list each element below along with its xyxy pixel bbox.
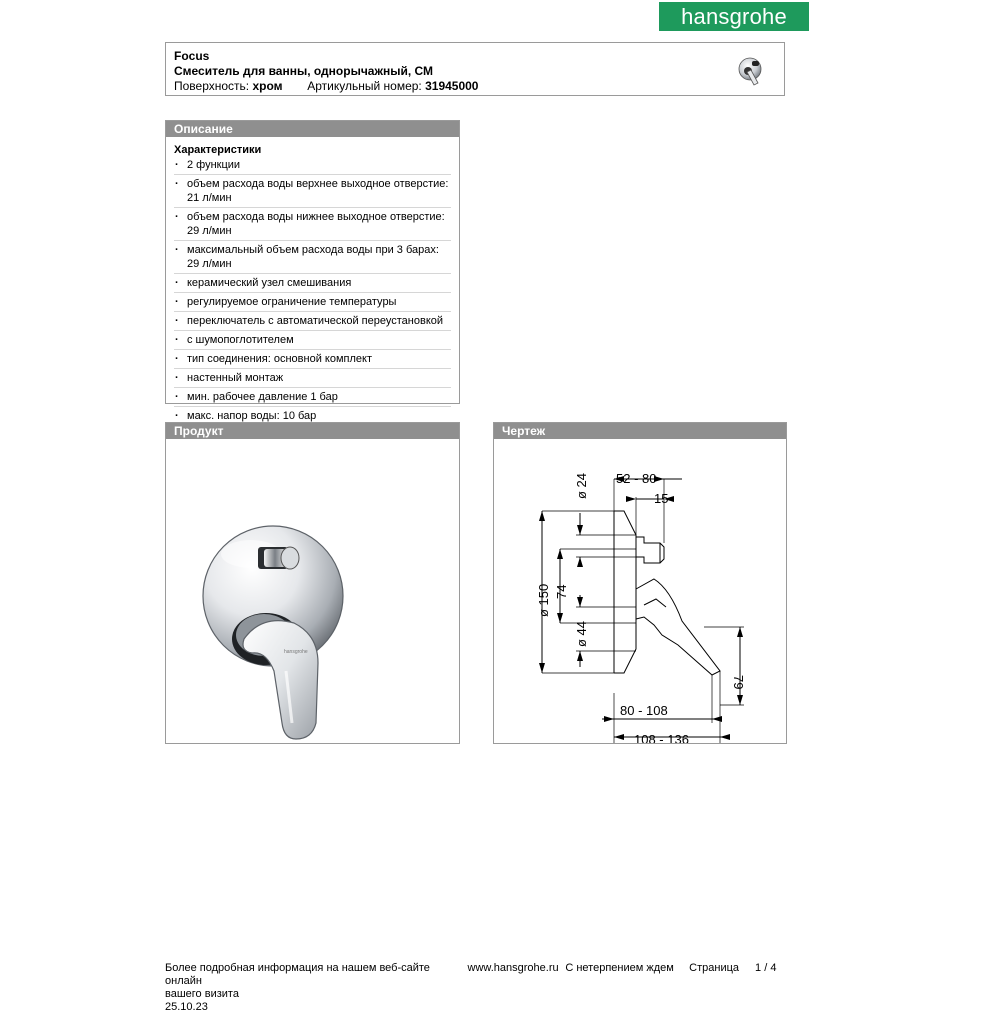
footer-website-link[interactable]: www.hansgrohe.ru [467, 962, 559, 974]
svg-text:hansgrohe: hansgrohe [284, 649, 308, 655]
product-name: Смеситель для ванны, однорычажный, СМ [174, 64, 434, 78]
drawing-panel [493, 422, 787, 744]
dim-label: 15 [654, 491, 669, 506]
description-title: Описание [166, 121, 459, 137]
product-panel [165, 422, 460, 744]
feature-item: · переключатель с автоматической переустановкой [174, 314, 451, 331]
feature-item: · керамический узел смешивания [174, 276, 451, 293]
dim-label: 79 [731, 675, 746, 690]
dim-label: 80 - 108 [620, 703, 668, 718]
footer-wait-text: С нетерпением ждем [565, 962, 674, 974]
product-title: Продукт [166, 423, 459, 439]
dim-label: ø 24 [574, 472, 589, 499]
dim-label: 52 - 80 [616, 471, 657, 486]
page-number: 1 / 4 [755, 962, 777, 974]
product-image [166, 439, 459, 743]
surface-value: хром [252, 79, 283, 93]
feature-item: · мин. рабочее давление 1 бар [174, 390, 451, 407]
feature-item: · максимальный объем расхода воды при 3 барах: 29 л/мин [174, 243, 451, 274]
features-list [174, 158, 451, 425]
feature-item: · регулируемое ограничение температуры [174, 295, 451, 312]
feature-item: · настенный монтаж [174, 371, 451, 388]
characteristics-heading: Характеристики [174, 144, 262, 156]
footer-wait-text-2: вашего визита [165, 988, 239, 1000]
dim-label: ø 44 [574, 620, 589, 647]
surface-label: Поверхность: [174, 79, 250, 93]
series-name: Focus [174, 49, 210, 63]
feature-item: · с шумопоглотителем [174, 333, 451, 350]
description-panel [165, 120, 460, 422]
dim-label: 74 [554, 584, 569, 599]
page-footer [165, 962, 795, 1014]
brand-logo: hansgrohe [659, 2, 809, 31]
feature-item: · макс. напор воды: 10 бар [174, 409, 451, 425]
technical-drawing [494, 439, 786, 743]
product-attributes [174, 79, 776, 94]
product-header [165, 42, 785, 96]
footer-date: 25.10.23 [165, 1001, 208, 1013]
dim-label: ø 150 [536, 583, 551, 617]
feature-item: · объем расхода воды нижнее выходное отверстие: 29 л/мин [174, 210, 451, 241]
dim-label: 108 - 136 [634, 732, 689, 743]
drawing-title: Чертеж [494, 423, 786, 439]
product-thumbnail-icon [736, 55, 766, 89]
feature-item: · тип соединения: основной комплект [174, 352, 451, 369]
article-label: Артикульный номер: [307, 79, 422, 93]
article-value: 31945000 [425, 79, 479, 93]
feature-item: · объем расхода воды верхнее выходное отверстие: 21 л/мин [174, 177, 451, 208]
footer-info: Более подробная информация на нашем веб-сайте онлайн [165, 962, 430, 987]
feature-item: · 2 функции [174, 158, 451, 175]
page-label: Страница [689, 962, 740, 974]
